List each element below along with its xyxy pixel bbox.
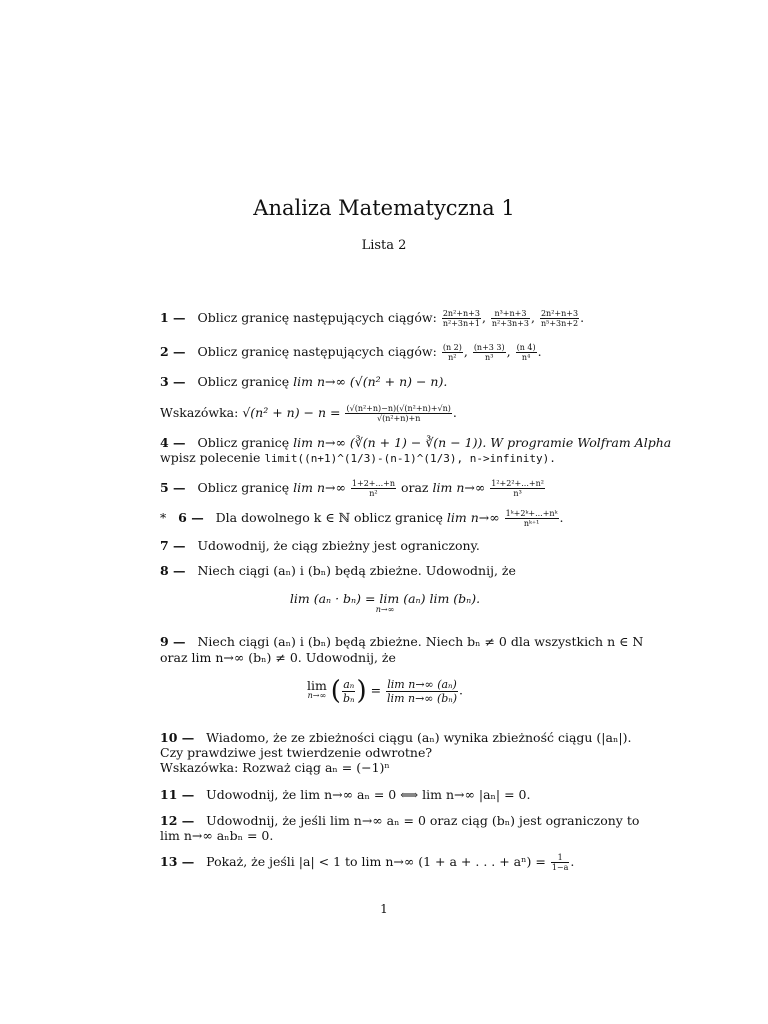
fraction: $\frac{1}{1-a}$ [551,853,569,872]
page-subtitle: Lista 2 [361,238,407,253]
problem-4: 4 — Oblicz granicę lim n→∞ (∛(n + 1) − ∛(n − 1)). W programie Wolfram Alpha [160,435,672,450]
problem-7: 7 — Udowodnij, że ciąg zbieżny jest ograniczony. [160,538,480,553]
problem-3: 3 — Oblicz granicę lim n→∞ (√(n² + n) − n). [160,374,448,389]
page-number: 1 [380,902,388,916]
page-title: Analiza Matematyczna 1 [253,196,515,220]
problem-8-display: lim (aₙ · bₙ) = lim (aₙ) lim (bₙ). [289,591,481,606]
fraction: $\frac{\text{2n²+n+3}}{\text{n⁵+3n+2}}$ [540,309,579,328]
problem-5: 5 — Oblicz granicę lim n→∞ $\frac{1+2+...+n}{\text{n²}}$ oraz lim n→∞ $\frac{\text{1²+2²+...+n²}}{\text{n³}}$ [160,479,544,498]
problem-10: 10 — Wiadomo, że ze zbieżności ciągu (aₙ) wynika zbieżność ciągu (|aₙ|). [160,730,632,745]
fraction: $\frac{\text{n³+n+3}}{\text{n²+3n+3}}$ [491,309,529,328]
problem-9-display: lim n→∞ ( $\frac{\text{aₙ}}{\text{bₙ}}$ ) = $\frac{\text{lim n→∞ (aₙ)}}{\text{lim n→∞ (bₙ)}}$ . [306,676,464,706]
fraction: $\frac{\text{lim n→∞ (aₙ)}}{\text{lim n→∞ (bₙ)}}$ [387,677,458,705]
problem-2: 2 — Oblicz granicę następujących ciągów: $\frac{(n 2)}{\text{n²}}$ , $\frac{(n+3 3)}{\text{n³}}$ , $\frac{(n 4)}{\text{n⁴}}$ . [160,343,542,362]
fraction: $\frac{\text{aₙ}}{\text{bₙ}}$ [342,677,355,705]
problem-10-line3: Wskazówka: Rozważ ciąg aₙ = (−1)ⁿ [160,760,390,775]
fraction: $\frac{\text{1²+2²+...+n²}}{\text{n³}}$ [491,479,544,498]
fraction: $\frac{(n+3 3)}{\text{n³}}$ [473,343,505,362]
wolfram-command: limit((n+1)^(1/3)-(n-1)^(1/3), n->infinity). [264,452,556,465]
problem-1: 1 — Oblicz granicę następujących ciągów: $\frac{\text{2n²+n+3}}{\text{n²+3n+1}}$ , $\frac{\text{n³+n+3}}{\text{n²+3n+3}}$ , $\frac{\text{2n²+n+3}}{\text{n⁵+3n+2}}$ . [160,309,585,328]
fraction: $\frac{\text{2n²+n+3}}{\text{n²+3n+1}}$ [442,309,480,328]
problem-12: 12 — Udowodnij, że jeśli lim n→∞ aₙ = 0 oraz ciąg (bₙ) jest ograniczony to [160,813,640,828]
fraction: $\frac{\text{(√(n²+n)−n)(√(n²+n)+√n)}}{\text{√(n²+n)+n}}$ [346,404,451,423]
problem-9: 9 — Niech ciągi (aₙ) i (bₙ) będą zbieżne. Niech bₙ ≠ 0 dla wszystkich n ∈ N [160,634,644,649]
fraction: $\frac{(n 2)}{\text{n²}}$ [442,343,462,362]
fraction: $\frac{(n 4)}{\text{n⁴}}$ [516,343,536,362]
problem-8-limsub: n→∞ [375,605,395,614]
problem-11: 11 — Udowodnij, że lim n→∞ aₙ = 0 ⟺ lim n→∞ |aₙ| = 0. [160,787,531,802]
problem-9-line2: oraz lim n→∞ (bₙ) ≠ 0. Udowodnij, że [160,650,396,665]
problem-13: 13 — Pokaż, że jeśli |a| < 1 to lim n→∞ (1 + a + . . . + aⁿ) = $\frac{1}{1-a}$ . [160,853,575,872]
problem-12-line2: lim n→∞ aₙbₙ = 0. [160,828,274,843]
star-mark: * [160,510,167,525]
fraction: $\frac{1+2+...+n}{\text{n²}}$ [351,479,395,498]
problem-6: * 6 — Dla dowolnego k ∈ ℕ oblicz granicę lim n→∞ $\frac{\text{1ᵏ+2ᵏ+...+nᵏ}}{\text{nᵏ⁺¹}}$ . [160,509,564,528]
problem-10-line2: Czy prawdziwe jest twierdzenie odwrotne? [160,745,433,760]
problem-4-line2: wpisz polecenie limit((n+1)^(1/3)-(n-1)^(1/3), n->infinity). [160,450,556,465]
problem-3-hint: Wskazówka: √(n² + n) − n = $\frac{\text{(√(n²+n)−n)(√(n²+n)+√n)}}{\text{√(n²+n)+n}}$ . [160,404,457,423]
problem-8: 8 — Niech ciągi (aₙ) i (bₙ) będą zbieżne. Udowodnij, że [160,563,516,578]
fraction: $\frac{\text{1ᵏ+2ᵏ+...+nᵏ}}{\text{nᵏ⁺¹}}$ [505,509,558,528]
